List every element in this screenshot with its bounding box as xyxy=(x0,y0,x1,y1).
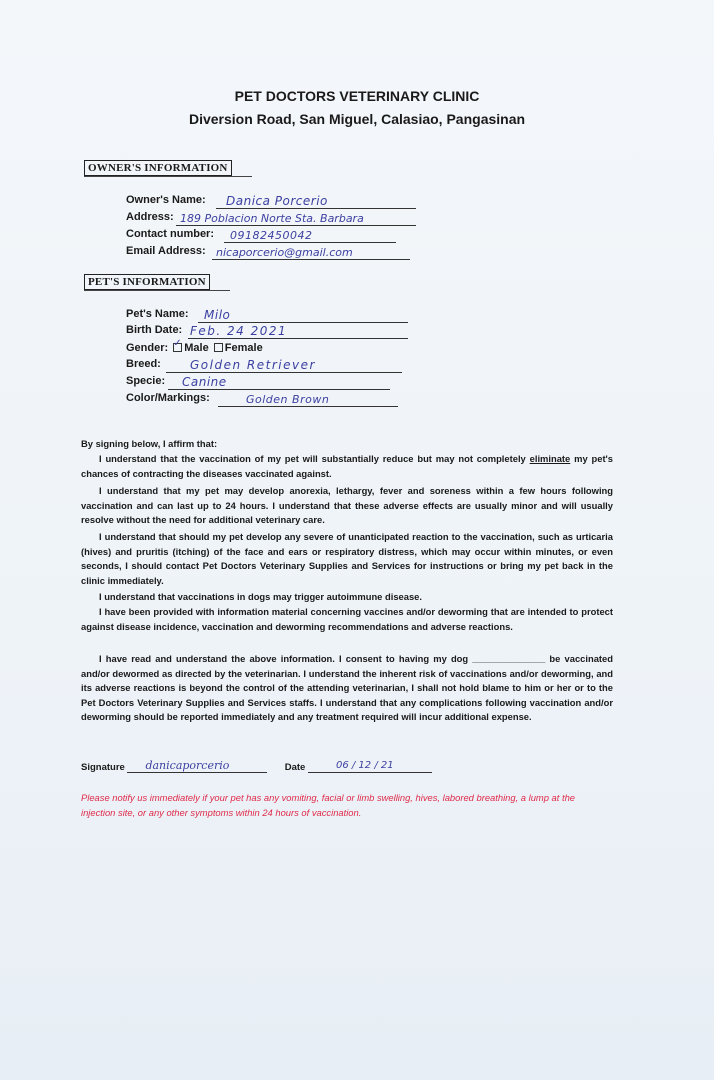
consent-paragraph-5 xyxy=(81,605,613,634)
gender-male-checkbox[interactable] xyxy=(173,343,182,352)
gender-female-checkbox[interactable] xyxy=(214,343,223,352)
pet-section-title: PET'S INFORMATION xyxy=(84,274,210,290)
consent-paragraph-6 xyxy=(81,652,613,725)
pet-specie-line xyxy=(168,389,390,390)
owner-name-field xyxy=(126,194,416,209)
pet-breed-label: Breed: xyxy=(126,358,161,370)
consent-intro: By signing below, I affirm that: xyxy=(81,438,218,449)
owner-email-label: Email Address: xyxy=(126,245,206,257)
pet-name-value: Milo xyxy=(204,308,231,322)
consent-p2-text: I understand that my pet may develop anorexia, lethargy, fever and soreness within a few hours following vaccination and can last up to 24 hours. I understand that these adverse effects are usually minor and will usually resolve without the need for additional veterinary care. xyxy=(81,485,613,526)
pet-specie-value: Canine xyxy=(182,375,227,389)
pet-name-label: Pet's Name: xyxy=(126,308,189,320)
pet-specie-label: Specie: xyxy=(126,375,166,387)
pet-color-field xyxy=(126,392,398,407)
owner-address-line xyxy=(176,225,416,226)
date-label: Date xyxy=(284,762,306,773)
date-line xyxy=(308,758,432,773)
signature-line xyxy=(127,758,267,773)
pet-name-line xyxy=(198,322,408,323)
pet-section-divider xyxy=(84,290,230,291)
consent-paragraph-2 xyxy=(81,484,613,528)
consent-paragraph-4 xyxy=(81,590,613,605)
pet-breed-line xyxy=(166,372,402,373)
signature-value: danicaporcerio xyxy=(145,759,230,772)
pet-breed-field xyxy=(126,358,402,373)
consent-paragraph-1 xyxy=(81,452,613,481)
gender-female-label: Female xyxy=(224,342,263,354)
signature-label: Signature xyxy=(81,762,125,773)
pet-specie-field xyxy=(126,375,390,390)
pet-breed-value: Golden Retriever xyxy=(190,358,316,372)
consent-p6-text: I have read and understand the above information. I consent to having my dog ______________ be vaccinated and/or dewormed as directed by the veterinarian. I understand the inherent risk of vaccinations and/or deworming, and its adverse reactions is beyond the control of the attending veterinarian, I shall not hold blame to him or her or to the Pet Doctors Veterinary Supplies and Services staffs. I understand that any complications following vaccination and/or deworming should be reported immediately and any treatment required will incur additional expense. xyxy=(81,653,613,723)
consent-paragraph-3 xyxy=(81,530,613,588)
owner-address-label: Address: xyxy=(126,211,174,223)
pet-birth-value: Feb. 24 2021 xyxy=(190,324,288,338)
consent-p1-text-b: my pet's chances of contracting the diseases vaccinated against. xyxy=(81,453,614,479)
owner-address-field xyxy=(126,211,416,226)
gender-male-label: Male xyxy=(184,342,209,354)
date-value: 06 / 12 / 21 xyxy=(335,760,394,771)
owner-contact-line xyxy=(224,242,396,243)
owner-section-title: OWNER'S INFORMATION xyxy=(84,160,232,176)
pet-birth-field xyxy=(126,324,408,339)
pet-color-line xyxy=(218,406,398,407)
owner-address-value: 189 Poblacion Norte Sta. Barbara xyxy=(180,212,364,225)
consent-p1-text-a: I understand that the vaccination of my pet will substantially reduce but may not completely xyxy=(99,453,530,464)
signature-row xyxy=(81,758,432,773)
owner-name-value: Danica Porcerio xyxy=(226,194,328,208)
owner-email-line xyxy=(212,259,410,260)
owner-name-line xyxy=(216,208,416,209)
owner-name-label: Owner's Name: xyxy=(126,194,206,206)
clinic-name: PET DOCTORS VETERINARY CLINIC xyxy=(234,88,480,104)
pet-birth-line xyxy=(188,338,408,339)
owner-email-field xyxy=(126,245,410,260)
owner-contact-field xyxy=(126,228,376,243)
consent-p5-text: I have been provided with information material concerning vaccines and/or deworming that are intended to protect against disease incidence, vaccination and deworming recommendations and adverse reactions. xyxy=(81,606,613,632)
consent-p3-text: I understand that should my pet develop any severe of unanticipated reaction to the vaccination, such as urticaria (hives) and pruritis (itching) of the face and ears or respiratory distress, which may occur within minutes, or even seconds, I should contact Pet Doctors Veterinary Supplies and Services for instructions or bring my pet back in the clinic immediately. xyxy=(81,531,613,586)
pet-gender-field xyxy=(126,342,326,357)
consent-p1-underlined: eliminate xyxy=(529,453,571,464)
pet-color-value: Golden Brown xyxy=(246,393,330,406)
pet-birth-label: Birth Date: xyxy=(126,324,183,336)
owner-section-divider xyxy=(84,176,252,177)
pet-color-label: Color/Markings: xyxy=(126,392,210,404)
clinic-address: Diversion Road, San Miguel, Calasiao, Pangasinan xyxy=(188,111,526,127)
notify-note: Please notify us immediately if your pet has any vomiting, facial or limb swelling, hives, labored breathing, a lump at the injection site, or any other symptoms within 24 hours of vaccination. xyxy=(81,792,575,818)
owner-email-value: nicaporcerio@gmail.com xyxy=(216,246,353,259)
owner-contact-label: Contact number: xyxy=(126,228,214,240)
pet-gender-label: Gender: xyxy=(126,342,169,354)
owner-contact-value: 09182450042 xyxy=(230,229,313,242)
consent-p4-text: I understand that vaccinations in dogs may trigger autoimmune disease. xyxy=(99,591,422,602)
pet-name-field xyxy=(126,308,408,323)
